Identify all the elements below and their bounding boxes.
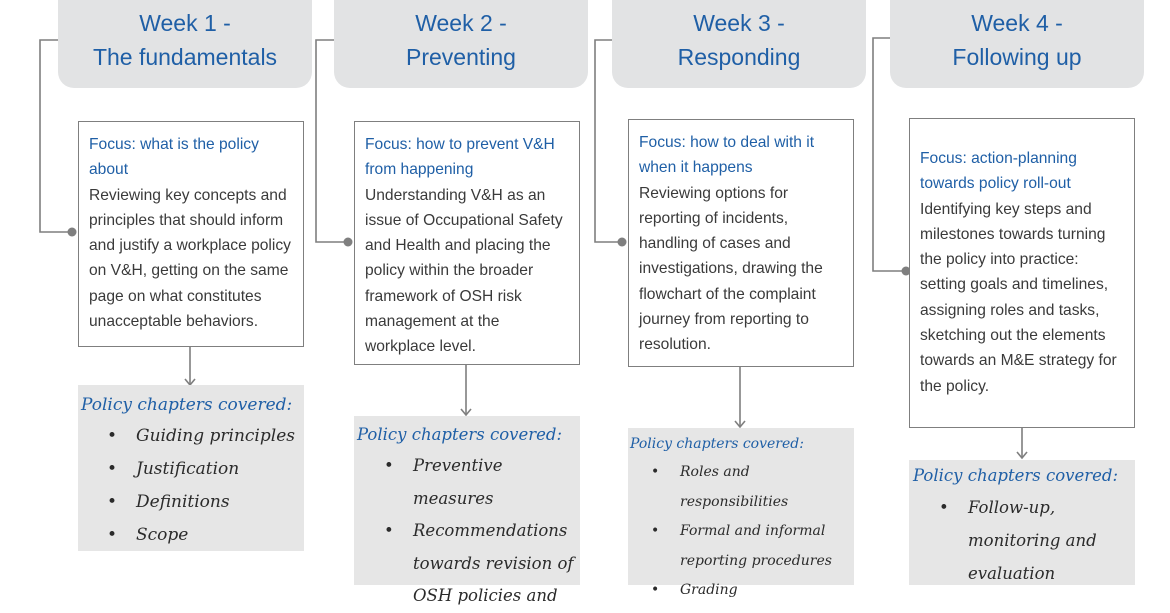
week-3-chapter-item: • Roles and responsibilities (680, 458, 852, 517)
week-4-focus-box (909, 118, 1135, 428)
week-1-header (58, 0, 312, 88)
week-1-focus-title: Focus: what is the policy about (89, 136, 259, 179)
week-1-chapter-item: • Justification (136, 453, 304, 486)
week-3-focus-body: Reviewing options for reporting of incidents, handling of cases and investigations, drawing the flowchart of the complaint journey from reporting to resolution. (639, 184, 823, 354)
week-2-chapter-item: • Preventive measures (413, 450, 578, 515)
week-4-chapter-item: • Follow-up, monitoring and evaluation (968, 491, 1129, 590)
week-4-header-line1: Week 4 - (971, 10, 1063, 36)
week-3-chapter-item: • Grading (680, 576, 852, 606)
week-2-focus-title: Focus: how to prevent V&H from happening (365, 136, 555, 179)
week-3-focus-title: Focus: how to deal with it when it happens (639, 134, 815, 177)
week-1-header-line2: The fundamentals (92, 44, 278, 70)
week-4-chapters-title: Policy chapters covered: (913, 466, 1119, 485)
week-3-header-line2: Responding (677, 44, 801, 70)
week-2-chapters-title: Policy chapters covered: (357, 425, 563, 444)
week-2-focus-box (354, 121, 580, 365)
week-1-chapter-item: • Scope (136, 519, 304, 552)
week-1-focus-body: Reviewing key concepts and principles that should inform and justify a workplace policy on V&H, getting on the same page on what constitutes unacceptable behaviors. (89, 186, 291, 331)
week-4-header (890, 0, 1144, 88)
week-3-chapter-item: • Formal and informal reporting procedures (680, 517, 852, 576)
week-2-focus-body: Understanding V&H as an issue of Occupational Safety and Health and placing the policy within the broader framework of OSH risk management at the workplace level. (365, 186, 563, 356)
week-1-chapter-item: • Guiding principles (136, 420, 304, 453)
week-3-focus-box (628, 119, 854, 367)
week-1-chapters-title: Policy chapters covered: (81, 395, 293, 415)
week-2-header-line1: Week 2 - (415, 10, 507, 36)
week-1-chapters-box (78, 385, 304, 551)
week-4-focus-title: Focus: action-planning towards policy roll-out (920, 150, 1077, 193)
week-1-header-line1: Week 1 - (139, 10, 231, 36)
week-2-header-line2: Preventing (406, 44, 516, 70)
week-3-chapters-box (628, 428, 854, 598)
week-1-focus-box (78, 121, 304, 347)
week-2-chapter-item: • Recommendations towards revision of OSH policies and (413, 515, 578, 613)
week-3-header-line1: Week 3 - (693, 10, 785, 36)
week-2-chapters-box (354, 416, 580, 605)
week-3-chapters-title: Policy chapters covered: (630, 436, 804, 452)
week-4-focus-body: Identifying key steps and milestones towards turning the policy into practice: setting goals and timelines, assigning roles and tasks, sketching out the elements towards an M&E strategy for the policy. (920, 200, 1117, 395)
week-4-header-line2: Following up (952, 44, 1082, 70)
week-3-header (612, 0, 866, 88)
week-1-chapter-item: • Definitions (136, 486, 304, 519)
week-4-chapters-box (909, 460, 1135, 585)
week-2-header (334, 0, 588, 88)
